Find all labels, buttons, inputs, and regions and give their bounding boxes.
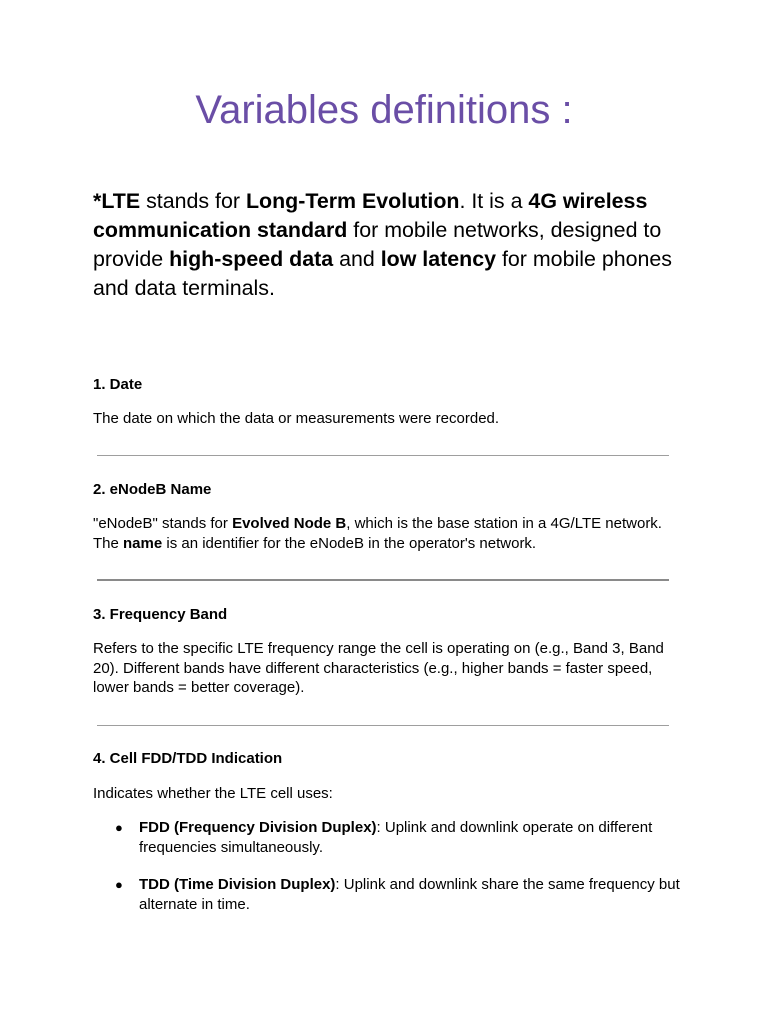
fdd-description: : Uplink and downlink operate on different frequencies simultaneously.	[139, 819, 653, 856]
section-body-frequency-band: Refers to the specific LTE frequency range the cell is operating on (e.g., Band 3, Band 20). Different bands have different characteristics (e.g., higher bands = faster speed, lower bands = better coverage).	[93, 640, 664, 696]
list-item-fdd	[93, 818, 683, 857]
section-heading-enodeb-name: 2. eNodeB Name	[93, 481, 212, 498]
intro-high-speed-data: high-speed data	[169, 247, 334, 271]
intro-text-4: and	[333, 247, 381, 271]
duplex-bullet-list	[93, 818, 683, 932]
intro-text-5: for mobile phones and data terminals.	[93, 247, 672, 300]
section-divider	[97, 725, 669, 726]
intro-long-term-evolution: Long-Term Evolution	[245, 189, 460, 213]
enodeb-evolved-node-b: Evolved Node B	[232, 515, 347, 532]
list-item-tdd	[93, 875, 683, 914]
page-title: Variables definitions :	[195, 88, 573, 132]
enodeb-text-1: "eNodeB" stands for	[93, 515, 233, 532]
lte-intro-paragraph	[93, 187, 683, 303]
intro-low-latency: low latency	[380, 247, 497, 271]
tdd-description: : Uplink and downlink share the same frequency but alternate in time.	[139, 876, 680, 913]
bullet-icon: ●	[115, 820, 123, 835]
section-heading-cell-fdd-tdd: 4. Cell FDD/TDD Indication	[93, 750, 283, 767]
intro-text-2: . It is a	[459, 189, 529, 213]
enodeb-text-3: is an identifier for the eNodeB in the operator's network.	[162, 534, 537, 552]
section-body-date: The date on which the data or measurements were recorded.	[93, 410, 500, 427]
fdd-term: FDD (Frequency Division Duplex)	[139, 819, 377, 836]
enodeb-text-2: , which is the base station in a 4G/LTE network. The	[93, 515, 662, 552]
section-divider	[97, 579, 669, 581]
intro-4g-standard: 4G wireless communication standard	[93, 189, 648, 242]
bullet-icon: ●	[115, 877, 123, 892]
section-body-enodeb-name	[93, 514, 683, 553]
section-heading-frequency-band: 3. Frequency Band	[93, 606, 228, 623]
intro-lte-term: *LTE	[93, 189, 141, 213]
tdd-term: TDD (Time Division Duplex)	[139, 876, 336, 893]
section-heading-date: 1. Date	[93, 376, 143, 393]
section-body-cell-fdd-tdd: Indicates whether the LTE cell uses:	[93, 785, 333, 802]
intro-text-3: for mobile networks, designed to provide	[93, 218, 662, 271]
intro-text-1: stands for	[140, 189, 246, 213]
section-divider	[97, 455, 669, 456]
enodeb-name-term: name	[123, 534, 163, 552]
